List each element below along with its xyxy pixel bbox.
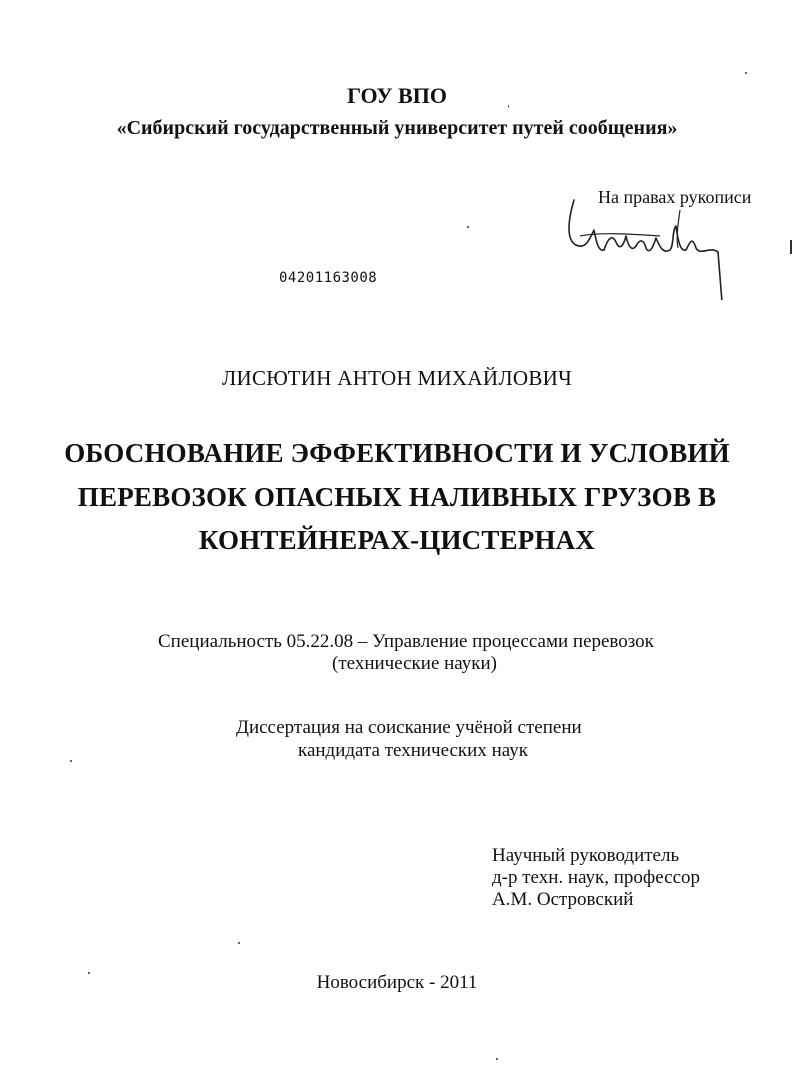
scan-speck	[88, 972, 90, 974]
handwritten-signature	[560, 190, 770, 300]
dissertation-line: Диссертация на соискание учёной степени	[236, 717, 582, 738]
scan-speck	[745, 72, 747, 74]
document-code: 04201163008	[279, 270, 378, 286]
scan-speck	[508, 105, 509, 108]
title-line-2: ПЕРЕВОЗОК ОПАСНЫХ НАЛИВНЫХ ГРУЗОВ В	[77, 482, 717, 512]
organization-type: ГОУ ВПО	[347, 83, 447, 108]
title-line-1: ОБОСНОВАНИЕ ЭФФЕКТИВНОСТИ И УСЛОВИЙ	[64, 438, 730, 468]
city-year: Новосибирск - 2011	[316, 972, 478, 993]
supervisor-degree: д-р техн. наук, профессор	[492, 867, 701, 888]
specialty-line: Специальность 05.22.08 – Управление процессами перевозок	[158, 631, 654, 652]
scan-speck	[496, 1058, 498, 1060]
degree-line: кандидата технических наук	[298, 740, 528, 761]
rights-notice: На правах рукописи	[598, 187, 752, 207]
scan-speck	[238, 942, 240, 944]
supervisor-role: Научный руководитель	[492, 845, 680, 866]
university-name: «Сибирский государственный университет путей сообщения»	[116, 117, 678, 139]
specialty-field: (технические науки)	[332, 653, 497, 674]
scan-edge-mark	[790, 240, 792, 254]
scan-speck	[70, 760, 72, 762]
supervisor-name: А.М. Островский	[492, 889, 634, 910]
scan-speck	[467, 226, 469, 228]
title-line-3: КОНТЕЙНЕРАХ-ЦИСТЕРНАХ	[198, 525, 596, 555]
author-name: ЛИСЮТИН АНТОН МИХАЙЛОВИЧ	[221, 366, 573, 390]
